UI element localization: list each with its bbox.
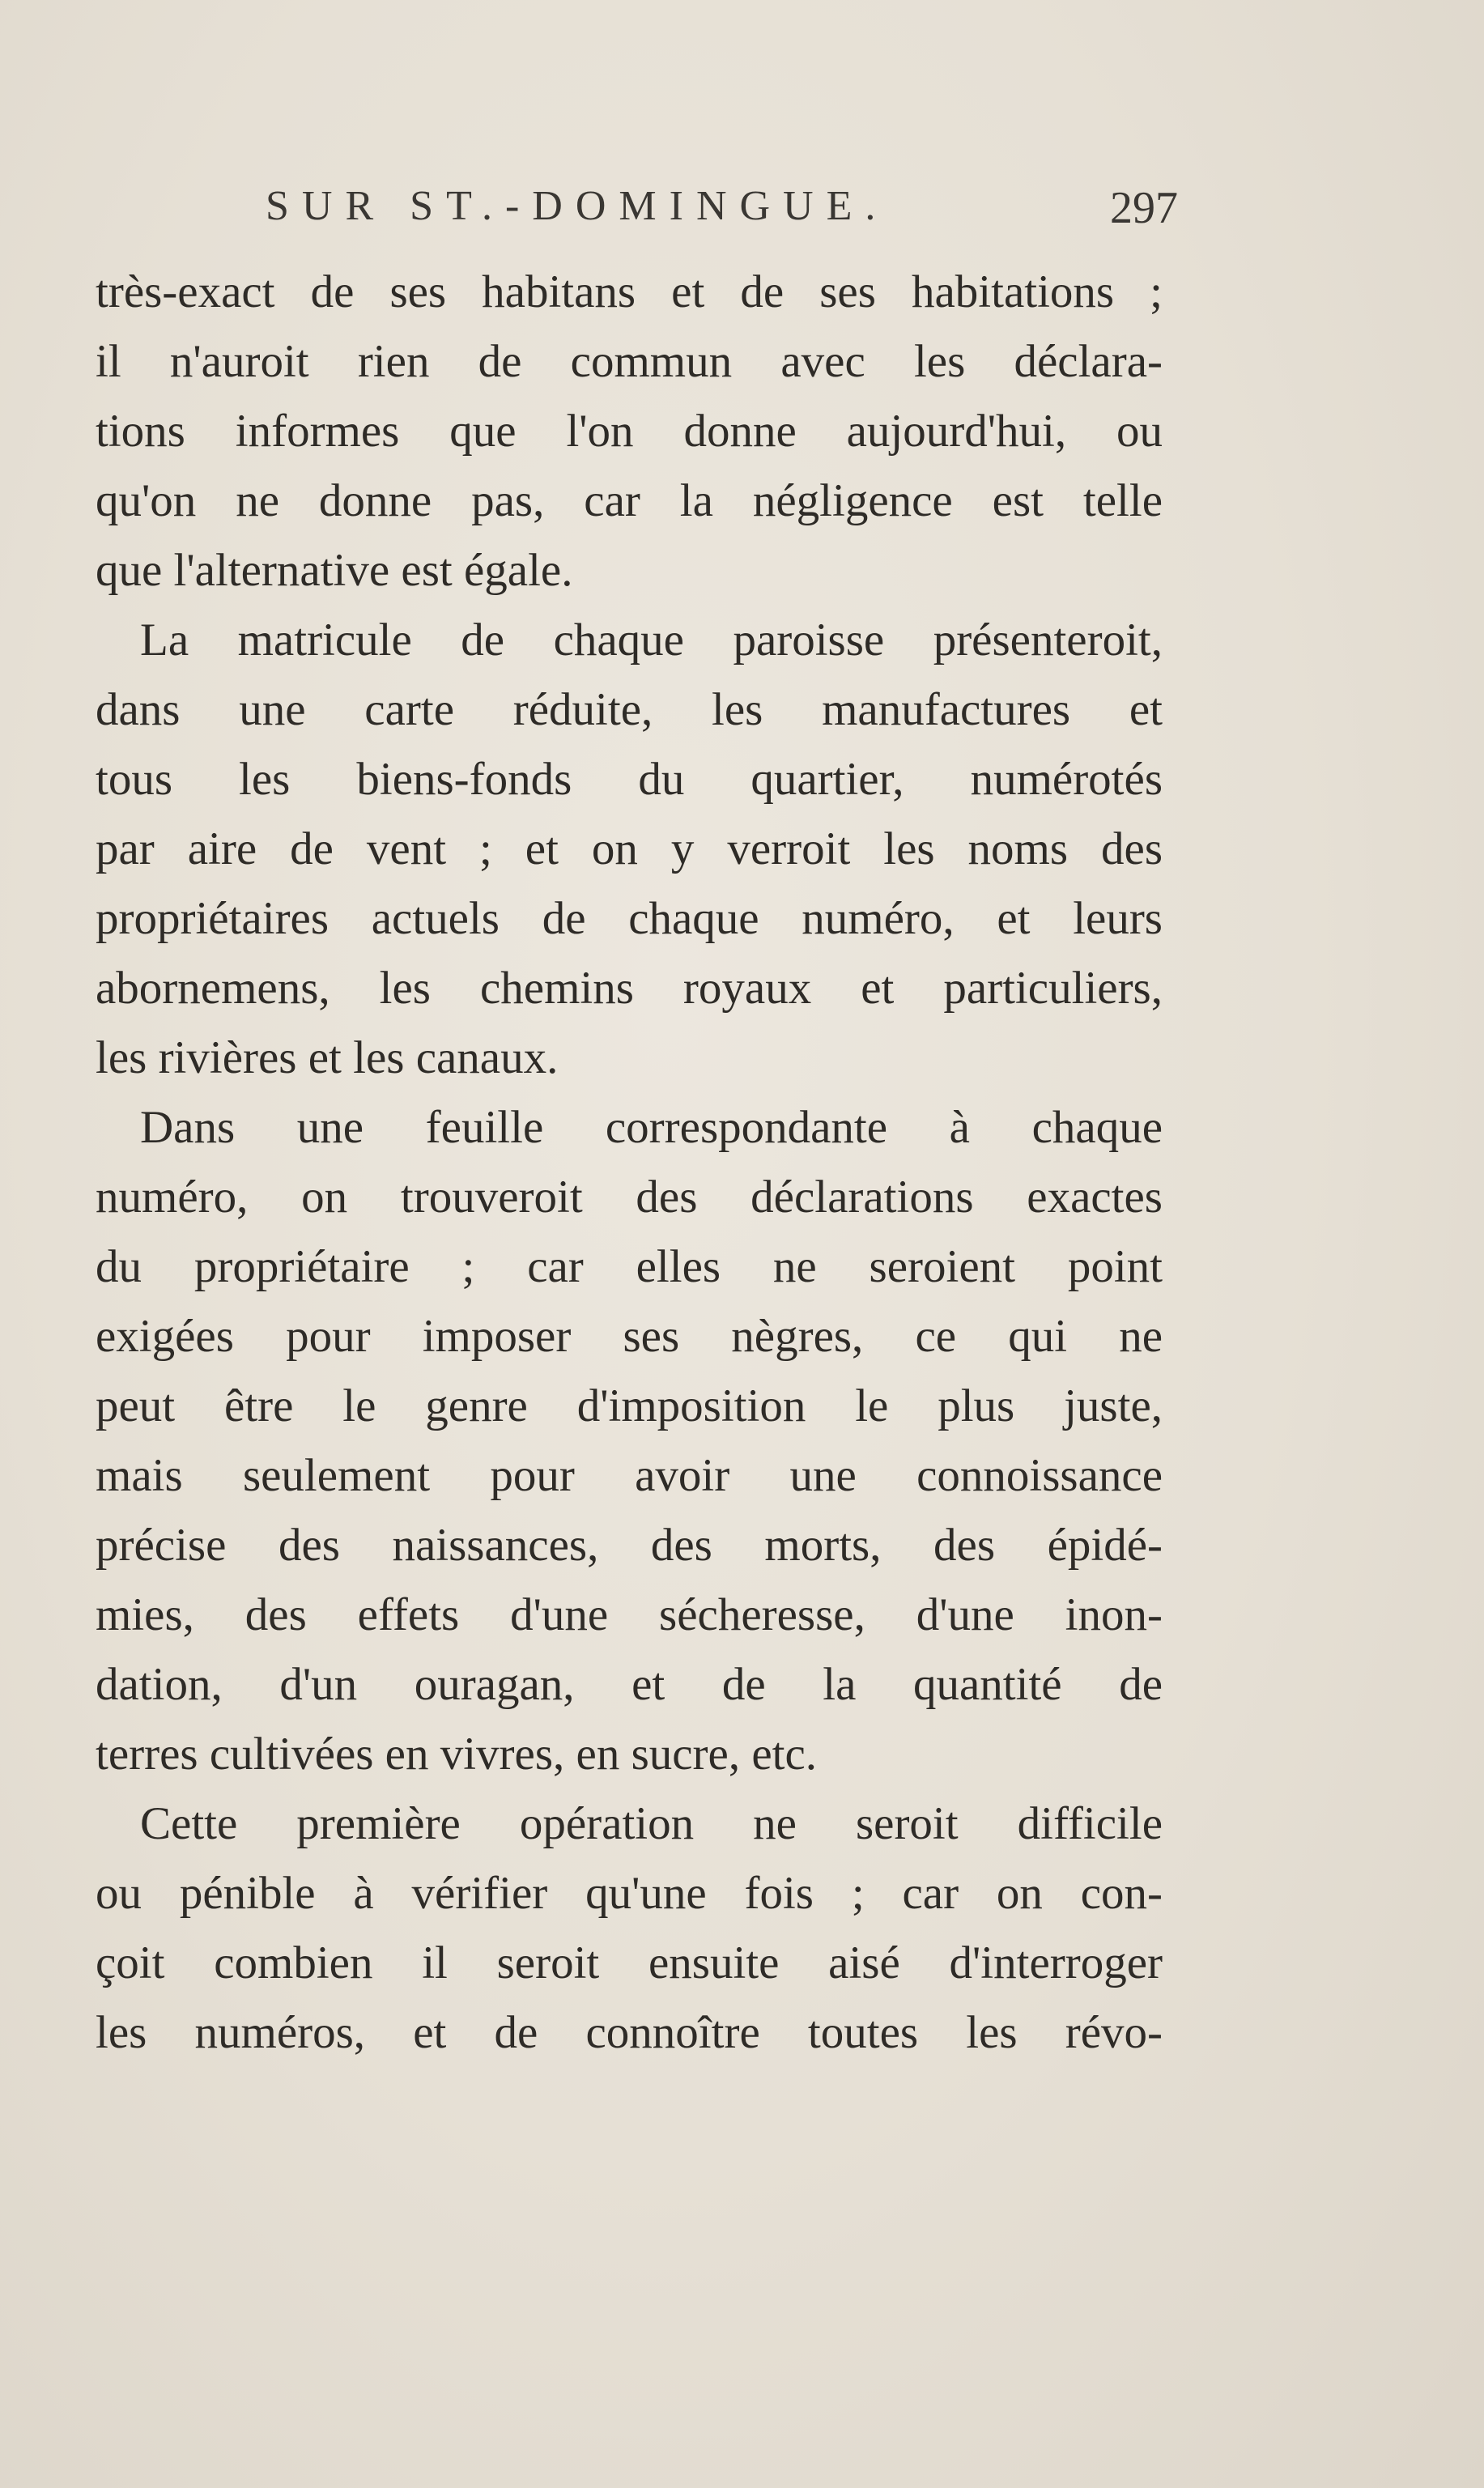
text-line: Dans une feuille correspondante à chaque <box>140 1102 1163 1153</box>
text-line: les numéros, et de connoître toutes les révo- <box>96 2007 1163 2058</box>
running-title: SUR ST.-DOMINGUE. <box>266 183 889 229</box>
text-line: les rivières et les canaux. <box>96 1032 559 1083</box>
text-line: peut être le genre d'imposition le plus juste, <box>96 1380 1163 1431</box>
text-line: du propriétaire ; car elles ne seroient point <box>96 1241 1163 1292</box>
text-line: numéro, on trouveroit des déclarations exactes <box>96 1172 1163 1223</box>
text-line: çoit combien il seroit ensuite aisé d'interroger <box>96 1937 1163 1988</box>
text-line: tous les biens-fonds du quartier, numérotés <box>96 754 1163 805</box>
text-line: très-exact de ses habitans et de ses habitations ; <box>96 266 1163 317</box>
text-line: propriétaires actuels de chaque numéro, et leurs <box>96 893 1163 944</box>
text-line: exigées pour imposer ses nègres, ce qui ne <box>96 1311 1163 1362</box>
text-line: qu'on ne donne pas, car la négligence est telle <box>96 475 1163 526</box>
text-line: précise des naissances, des morts, des épidé- <box>96 1520 1163 1571</box>
text-line: ou pénible à vérifier qu'une fois ; car on con- <box>96 1868 1163 1919</box>
text-line: terres cultivées en vivres, en sucre, etc. <box>96 1729 818 1780</box>
text-line: La matricule de chaque paroisse présenteroit, <box>140 615 1163 666</box>
text-line: Cette première opération ne seroit difficile <box>140 1798 1163 1849</box>
text-line: il n'auroit rien de commun avec les déclara- <box>96 336 1163 387</box>
text-line: tions informes que l'on donne aujourd'hui, ou <box>96 406 1163 457</box>
body-text <box>96 257 1163 2068</box>
text-line: que l'alternative est égale. <box>96 545 573 596</box>
text-line: mais seulement pour avoir une connoissance <box>96 1450 1163 1501</box>
text-line: dation, d'un ouragan, et de la quantité de <box>96 1659 1163 1710</box>
text-line: abornemens, les chemins royaux et particuliers, <box>96 963 1163 1014</box>
page-number: 297 <box>1110 183 1178 233</box>
text-line: mies, des effets d'une sécheresse, d'une inon- <box>96 1589 1163 1640</box>
text-line: dans une carte réduite, les manufactures et <box>96 684 1163 735</box>
text-line: par aire de vent ; et on y verroit les noms des <box>96 823 1163 874</box>
page-header <box>259 182 1178 239</box>
